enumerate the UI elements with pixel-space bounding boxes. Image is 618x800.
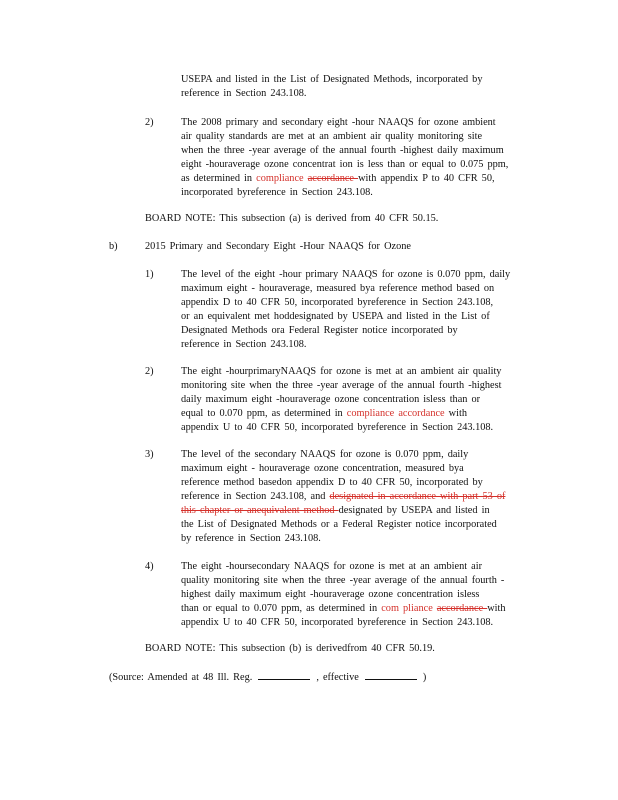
text-line bbox=[181, 448, 505, 462]
text-line bbox=[181, 282, 510, 296]
text-run: eight -houraverage ozone concentrat ion is less than or equal to 0.075 ppm, bbox=[181, 159, 509, 170]
text-line bbox=[181, 73, 482, 87]
deleted-text: designated in accordance with part 53 of bbox=[329, 491, 506, 502]
text-line bbox=[181, 407, 501, 421]
text-run: reference in Section 243.108. bbox=[181, 88, 307, 99]
text-run: than or equal to 0.070 ppm, as determined in bbox=[181, 603, 382, 614]
deleted-text: accordance bbox=[436, 603, 488, 614]
text-run: as determined in bbox=[181, 173, 257, 184]
intro-item-text bbox=[181, 73, 482, 101]
source-suffix: ) bbox=[422, 672, 427, 683]
text-run: the List of Designated Methods or a Federal Register notice incorporated bbox=[181, 519, 497, 530]
text-run: quality monitoring site when the three -year average of the annual fourth - bbox=[181, 575, 505, 586]
effective-date-blank bbox=[365, 670, 417, 680]
text-line bbox=[181, 338, 510, 352]
item-b4-text bbox=[181, 560, 506, 630]
inserted-text: compliance accordance bbox=[346, 408, 445, 419]
text-run: maximum eight - houraverage, measured bya reference method based on bbox=[181, 283, 495, 294]
text-run: reference method basedon appendix D to 40 CFR 50, incorporated by bbox=[181, 477, 483, 488]
text-line bbox=[181, 574, 506, 588]
source-effective: , effective bbox=[316, 672, 359, 683]
item-number-b2: 2) bbox=[145, 366, 154, 377]
text-run: with bbox=[487, 603, 506, 614]
text-run: appendix U to 40 CFR 50, incorporated byreference in Section 243.108. bbox=[181, 617, 494, 628]
text-line bbox=[181, 324, 510, 338]
text-run: by reference in Section 243.108. bbox=[181, 533, 321, 544]
text-line bbox=[181, 268, 510, 282]
item-b2-text bbox=[181, 365, 501, 435]
text-run: reference in Section 243.108. bbox=[181, 339, 307, 350]
text-line bbox=[181, 296, 510, 310]
text-run: designated by USEPA and listed in bbox=[338, 505, 490, 516]
text-run: maximum eight - houraverage ozone concentration, measured bya bbox=[181, 463, 464, 474]
item-number-b1: 1) bbox=[145, 269, 154, 280]
deleted-text: accordance bbox=[307, 173, 359, 184]
text-line bbox=[181, 158, 508, 172]
text-line bbox=[181, 144, 508, 158]
text-run: monitoring site when the three -year average of the annual fourth -highest bbox=[181, 380, 502, 391]
item-number-a2: 2) bbox=[145, 117, 154, 128]
text-run: with appendix P to 40 CFR 50, bbox=[358, 173, 495, 184]
text-line bbox=[181, 462, 505, 476]
text-line bbox=[181, 310, 510, 324]
text-line bbox=[181, 365, 501, 379]
source-line bbox=[109, 670, 426, 685]
source-prefix: (Source: Amended at 48 Ill. Reg. bbox=[109, 672, 253, 683]
register-blank bbox=[258, 670, 310, 680]
text-run: highest daily maximum eight -houraverage ozone concentration isless bbox=[181, 589, 480, 600]
board-note-b: BOARD NOTE: This subsection (b) is derivedfrom 40 CFR 50.19. bbox=[145, 643, 435, 654]
text-run: The 2008 primary and secondary eight -hour NAAQS for ozone ambient bbox=[181, 117, 496, 128]
text-run: when the three -year average of the annual fourth -highest daily maximum bbox=[181, 145, 504, 156]
text-run: or an equivalent met hoddesignated by USEPA and listed in the List of bbox=[181, 311, 490, 322]
text-line bbox=[181, 379, 501, 393]
text-run: daily maximum eight -houraverage ozone concentration isless than or bbox=[181, 394, 481, 405]
text-line bbox=[181, 130, 508, 144]
text-run: equal to 0.070 ppm, as determined in bbox=[181, 408, 347, 419]
text-run: The eight -hourprimaryNAAQS for ozone is met at an ambient air quality bbox=[181, 366, 502, 377]
text-line bbox=[181, 393, 501, 407]
item-b3-text bbox=[181, 448, 505, 546]
item-number-b4: 4) bbox=[145, 561, 154, 572]
text-line bbox=[181, 172, 508, 186]
text-line bbox=[181, 490, 505, 504]
text-line bbox=[181, 504, 505, 518]
text-line bbox=[181, 476, 505, 490]
text-line bbox=[181, 602, 506, 616]
text-line bbox=[181, 421, 501, 435]
text-line bbox=[181, 116, 508, 130]
text-line bbox=[181, 518, 505, 532]
text-line bbox=[181, 532, 505, 546]
item-a2-text bbox=[181, 116, 508, 200]
text-run: appendix D to 40 CFR 50, incorporated byreference in Section 243.108, bbox=[181, 297, 494, 308]
section-b-heading: 2015 Primary and Secondary Eight -Hour NAAQS for Ozone bbox=[145, 241, 411, 252]
text-run: appendix U to 40 CFR 50, incorporated byreference in Section 243.108. bbox=[181, 422, 494, 433]
section-b-letter: b) bbox=[109, 241, 118, 252]
text-run: The level of the eight -hour primary NAAQS for ozone is 0.070 ppm, daily bbox=[181, 269, 511, 280]
text-line bbox=[181, 616, 506, 630]
item-number-b3: 3) bbox=[145, 449, 154, 460]
text-run: The eight -hoursecondary NAAQS for ozone is met at an ambient air bbox=[181, 561, 483, 572]
inserted-text: com pliance bbox=[381, 603, 437, 614]
text-line bbox=[181, 186, 508, 200]
inserted-text: compliance bbox=[256, 173, 304, 184]
text-run: with bbox=[444, 408, 467, 419]
text-run: Designated Methods ora Federal Register notice incorporated by bbox=[181, 325, 458, 336]
text-run: The level of the secondary NAAQS for ozone is 0.070 ppm, daily bbox=[181, 449, 469, 460]
text-run: air quality standards are met at an ambient air quality monitoring site bbox=[181, 131, 483, 142]
text-run: incorporated byreference in Section 243.108. bbox=[181, 187, 373, 198]
text-run: USEPA and listed in the List of Designated Methods, incorporated by bbox=[181, 74, 483, 85]
text-line bbox=[181, 87, 482, 101]
text-line bbox=[181, 560, 506, 574]
board-note-a: BOARD NOTE: This subsection (a) is derived from 40 CFR 50.15. bbox=[145, 213, 439, 224]
text-run: reference in Section 243.108, and bbox=[181, 491, 330, 502]
item-b1-text bbox=[181, 268, 510, 352]
deleted-text: this chapter or anequivalent method bbox=[181, 505, 339, 516]
text-line bbox=[181, 588, 506, 602]
